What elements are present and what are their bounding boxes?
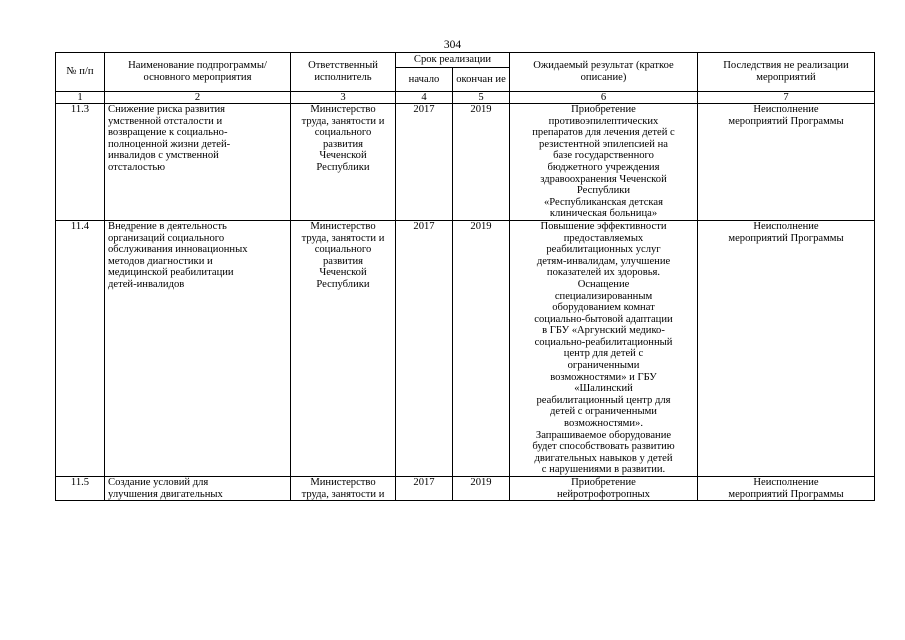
period-start: 2017	[396, 104, 453, 221]
column-number-row	[56, 92, 875, 104]
measure-name: Внедрение в деятельность организаций социального обслуживания инновационных методов диагностики и медицинской реабилитации детей-инвалидов	[105, 220, 291, 476]
column-number: 2	[105, 92, 291, 104]
column-number: 5	[453, 92, 510, 104]
page-number: 304	[443, 39, 462, 51]
consequences: Неисполнение мероприятий Программы	[698, 477, 875, 501]
header-start: начало	[396, 68, 453, 92]
row-number: 11.5	[56, 477, 105, 501]
measure-name: Создание условий для улучшения двигательных	[105, 477, 291, 501]
expected-result: Приобретение нейротрофотропных	[510, 477, 698, 501]
expected-result: Приобретение противоэпилептических препаратов для лечения детей с резистентной эпилепсией на базе государственного бюджетного учреждения здравоохранения Чеченской Республики «Республиканская детская клиническая больница»	[510, 104, 698, 221]
column-number: 1	[56, 92, 105, 104]
header-consequences: Последствия не реализации мероприятий	[698, 53, 875, 92]
column-number: 3	[291, 92, 396, 104]
row-number: 11.3	[56, 104, 105, 221]
period-start: 2017	[396, 220, 453, 476]
consequences: Неисполнение мероприятий Программы	[698, 104, 875, 221]
period-end: 2019	[453, 220, 510, 476]
header-result: Ожидаемый результат (краткое описание)	[510, 53, 698, 92]
table-row	[56, 104, 875, 221]
responsible-executor: Министерство труда, занятости и социального развития Чеченской Республики	[291, 104, 396, 221]
header-period: Срок реализации	[396, 53, 510, 68]
column-number: 4	[396, 92, 453, 104]
column-number: 7	[698, 92, 875, 104]
responsible-executor: Министерство труда, занятости и	[291, 477, 396, 501]
header-num: № п/п	[56, 53, 105, 92]
table-row	[56, 220, 875, 476]
column-number: 6	[510, 92, 698, 104]
measure-name: Снижение риска развития умственной отсталости и возвращение к социально- полноценной жизни детей- инвалидов с умственной отсталостью	[105, 104, 291, 221]
row-number: 11.4	[56, 220, 105, 476]
period-end: 2019	[453, 477, 510, 501]
responsible-executor: Министерство труда, занятости и социального развития Чеченской Республики	[291, 220, 396, 476]
program-table	[55, 52, 875, 501]
table-row	[56, 477, 875, 501]
period-end: 2019	[453, 104, 510, 221]
expected-result: Повышение эффективности предоставляемых реабилитационных услуг детям-инвалидам, улучшение показателей их здоровья. Оснащение специализированным оборудованием комнат социально-бытовой адаптации в ГБУ «Аргунский медико- социально-реабилитационный центр для детей с ограниченными возможностями» и ГБУ «Шалинский реабилитационный центр для детей с ограниченными возможностями». Запрашиваемое оборудование будет способствовать развитию двигательных навыков у детей с нарушениями в развитии.	[510, 220, 698, 476]
consequences: Неисполнение мероприятий Программы	[698, 220, 875, 476]
header-end: окончан ие	[453, 68, 510, 92]
header-name: Наименование подпрограммы/ основного мероприятия	[105, 53, 291, 92]
header-responsible: Ответственный исполнитель	[291, 53, 396, 92]
period-start: 2017	[396, 477, 453, 501]
header-row-top	[56, 53, 875, 68]
